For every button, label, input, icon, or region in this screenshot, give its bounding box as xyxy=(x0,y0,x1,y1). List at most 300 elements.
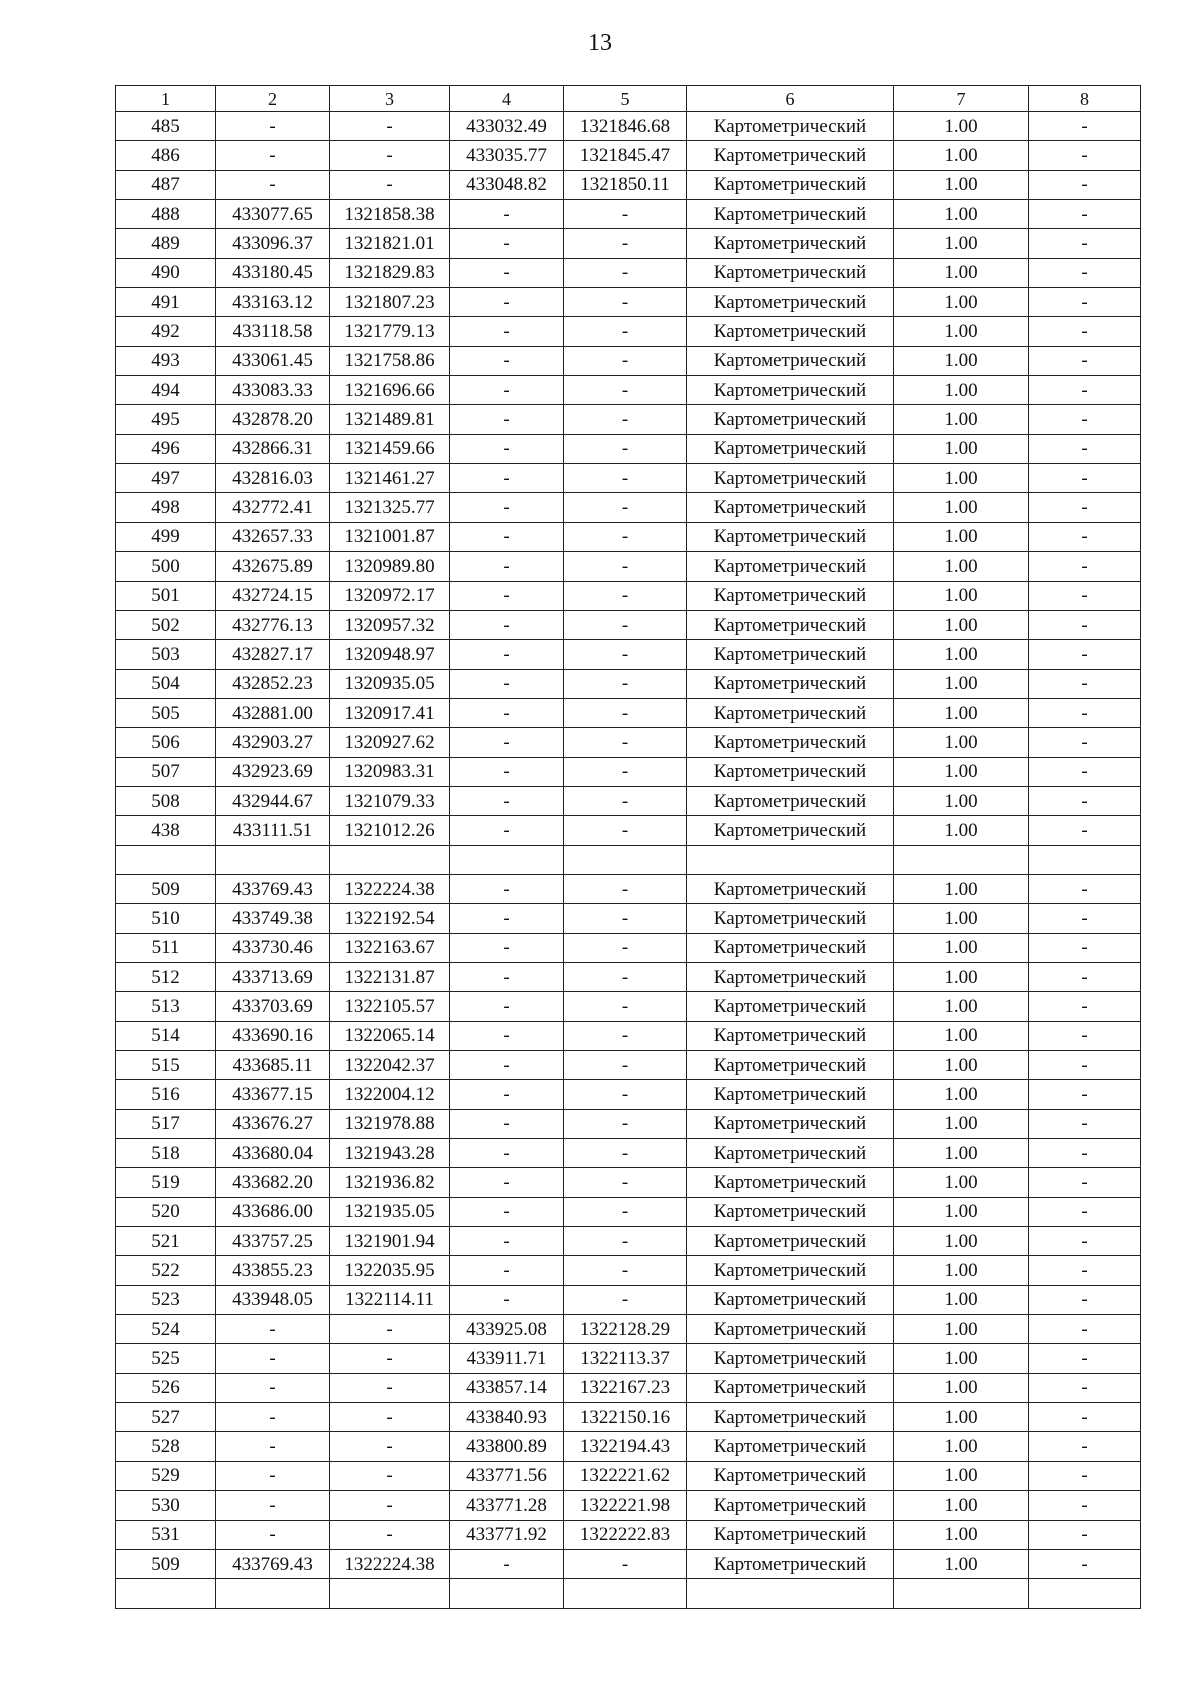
table-cell: - xyxy=(330,1373,450,1402)
table-cell: 433769.43 xyxy=(216,874,330,903)
table-cell: 1.00 xyxy=(894,200,1029,229)
table-cell: 508 xyxy=(116,786,216,815)
table-cell: - xyxy=(330,112,450,141)
table-row xyxy=(116,669,1141,698)
table-cell: - xyxy=(1029,1080,1141,1109)
table-cell: Картометрический xyxy=(687,1197,894,1226)
table-cell: Картометрический xyxy=(687,698,894,727)
table-cell: - xyxy=(1029,464,1141,493)
table-cell: - xyxy=(1029,141,1141,170)
table-cell: - xyxy=(216,1403,330,1432)
table-cell: 1.00 xyxy=(894,728,1029,757)
table-cell: - xyxy=(1029,1549,1141,1578)
table-cell: 498 xyxy=(116,493,216,522)
table-cell: - xyxy=(216,1373,330,1402)
table-cell: - xyxy=(1029,405,1141,434)
table-cell: Картометрический xyxy=(687,552,894,581)
table-cell: 1321850.11 xyxy=(564,170,687,199)
table-cell: 433032.49 xyxy=(450,112,564,141)
table-cell: 1.00 xyxy=(894,1520,1029,1549)
table-cell: 1321012.26 xyxy=(330,816,450,845)
table-cell: - xyxy=(450,1051,564,1080)
table-cell: 433685.11 xyxy=(216,1051,330,1080)
table-row xyxy=(116,698,1141,727)
table-cell: - xyxy=(450,552,564,581)
table-cell: - xyxy=(564,1285,687,1314)
table-cell: - xyxy=(1029,757,1141,786)
table-cell: 433800.89 xyxy=(450,1432,564,1461)
table-cell: Картометрический xyxy=(687,1373,894,1402)
table-cell: 433749.38 xyxy=(216,904,330,933)
table-cell: - xyxy=(564,405,687,434)
table-cell: 1322224.38 xyxy=(330,874,450,903)
table-row xyxy=(116,288,1141,317)
table-cell: - xyxy=(450,1285,564,1314)
table-cell: Картометрический xyxy=(687,816,894,845)
table-cell: 1322035.95 xyxy=(330,1256,450,1285)
table-row xyxy=(116,640,1141,669)
table-cell: - xyxy=(1029,1109,1141,1138)
table-cell: 1321901.94 xyxy=(330,1227,450,1256)
table-cell: Картометрический xyxy=(687,728,894,757)
table-cell: - xyxy=(564,728,687,757)
table-cell: - xyxy=(450,288,564,317)
table-cell: 1322192.54 xyxy=(330,904,450,933)
table-cell: 509 xyxy=(116,1549,216,1578)
table-cell: - xyxy=(564,1168,687,1197)
table-cell: 433180.45 xyxy=(216,258,330,287)
table-row xyxy=(116,610,1141,639)
table-cell: - xyxy=(564,640,687,669)
table-cell: 1320972.17 xyxy=(330,581,450,610)
column-header: 7 xyxy=(894,86,1029,112)
table-cell: 1.00 xyxy=(894,434,1029,463)
table-cell: - xyxy=(1029,962,1141,991)
table-cell: 1322105.57 xyxy=(330,992,450,1021)
table-cell: - xyxy=(330,1491,450,1520)
table-cell: Картометрический xyxy=(687,317,894,346)
table-cell: Картометрический xyxy=(687,904,894,933)
table-cell: - xyxy=(564,786,687,815)
table-row xyxy=(116,1051,1141,1080)
table-cell: 1.00 xyxy=(894,757,1029,786)
column-header: 4 xyxy=(450,86,564,112)
table-cell: 1320917.41 xyxy=(330,698,450,727)
table-cell: - xyxy=(1029,112,1141,141)
table-cell: - xyxy=(1029,1021,1141,1050)
table-cell: 1321461.27 xyxy=(330,464,450,493)
table-cell: Картометрический xyxy=(687,522,894,551)
table-cell: 517 xyxy=(116,1109,216,1138)
table-cell: 1321829.83 xyxy=(330,258,450,287)
table-row xyxy=(116,229,1141,258)
table-cell: - xyxy=(564,933,687,962)
table-cell: 1.00 xyxy=(894,493,1029,522)
table-cell: - xyxy=(1029,1256,1141,1285)
table-cell xyxy=(216,845,330,874)
table-cell: 1321001.87 xyxy=(330,522,450,551)
table-cell: 433676.27 xyxy=(216,1109,330,1138)
table-cell: - xyxy=(564,376,687,405)
table-cell: - xyxy=(1029,904,1141,933)
table-cell: 1322163.67 xyxy=(330,933,450,962)
table-cell: 1.00 xyxy=(894,170,1029,199)
table-cell: - xyxy=(1029,258,1141,287)
table-cell: 1321807.23 xyxy=(330,288,450,317)
table-cell: 490 xyxy=(116,258,216,287)
table-cell: Картометрический xyxy=(687,1051,894,1080)
table-cell: Картометрический xyxy=(687,1168,894,1197)
table-cell: - xyxy=(450,1197,564,1226)
table-cell: - xyxy=(330,170,450,199)
table-cell: 433083.33 xyxy=(216,376,330,405)
table-cell xyxy=(894,1579,1029,1608)
table-row xyxy=(116,405,1141,434)
table-cell: - xyxy=(564,1021,687,1050)
table-cell: 433771.92 xyxy=(450,1520,564,1549)
table-cell: 432724.15 xyxy=(216,581,330,610)
table-cell: - xyxy=(450,1139,564,1168)
table-row xyxy=(116,317,1141,346)
table-cell: - xyxy=(564,610,687,639)
table-cell: - xyxy=(450,992,564,1021)
table-cell: 1322065.14 xyxy=(330,1021,450,1050)
table-cell: - xyxy=(216,1520,330,1549)
table-row xyxy=(116,346,1141,375)
table-cell: - xyxy=(1029,317,1141,346)
table-cell: 514 xyxy=(116,1021,216,1050)
table-cell: 1.00 xyxy=(894,552,1029,581)
table-cell: Картометрический xyxy=(687,1256,894,1285)
table-cell: 432923.69 xyxy=(216,757,330,786)
table-cell: - xyxy=(1029,229,1141,258)
table-cell: 523 xyxy=(116,1285,216,1314)
table-cell: - xyxy=(564,1256,687,1285)
table-cell: 1.00 xyxy=(894,288,1029,317)
table-cell: - xyxy=(450,258,564,287)
table-cell: - xyxy=(1029,640,1141,669)
table-cell: - xyxy=(1029,816,1141,845)
table-cell: - xyxy=(450,757,564,786)
table-cell: Картометрический xyxy=(687,1285,894,1314)
table-cell: 1.00 xyxy=(894,464,1029,493)
table-cell: - xyxy=(564,552,687,581)
table-cell: 1.00 xyxy=(894,874,1029,903)
table-cell: - xyxy=(564,200,687,229)
column-header: 2 xyxy=(216,86,330,112)
table-row xyxy=(116,1344,1141,1373)
table-cell: 503 xyxy=(116,640,216,669)
table-cell: 432675.89 xyxy=(216,552,330,581)
table-cell xyxy=(116,845,216,874)
table-cell: 488 xyxy=(116,200,216,229)
table-header-row xyxy=(116,86,1141,112)
table-cell: 433048.82 xyxy=(450,170,564,199)
table-cell: - xyxy=(564,522,687,551)
table-cell: Картометрический xyxy=(687,1520,894,1549)
table-cell: Картометрический xyxy=(687,1549,894,1578)
table-cell: Картометрический xyxy=(687,1139,894,1168)
table-cell: - xyxy=(564,317,687,346)
table-row xyxy=(116,1285,1141,1314)
table-cell: - xyxy=(564,258,687,287)
table-cell: - xyxy=(1029,376,1141,405)
table-cell: 528 xyxy=(116,1432,216,1461)
table-cell: 1.00 xyxy=(894,904,1029,933)
table-cell: 486 xyxy=(116,141,216,170)
table-cell: - xyxy=(1029,434,1141,463)
table-cell: 1.00 xyxy=(894,610,1029,639)
table-row xyxy=(116,1403,1141,1432)
table-cell: - xyxy=(450,640,564,669)
table-cell: Картометрический xyxy=(687,464,894,493)
table-cell xyxy=(687,1579,894,1608)
table-cell: 433713.69 xyxy=(216,962,330,991)
table-cell: 1.00 xyxy=(894,112,1029,141)
table-cell: 433911.71 xyxy=(450,1344,564,1373)
table-cell: 1321978.88 xyxy=(330,1109,450,1138)
table-row xyxy=(116,258,1141,287)
table-row xyxy=(116,1168,1141,1197)
table-cell: - xyxy=(564,1549,687,1578)
table-cell: 491 xyxy=(116,288,216,317)
table-cell: 433757.25 xyxy=(216,1227,330,1256)
table-cell xyxy=(1029,1579,1141,1608)
table-cell: 518 xyxy=(116,1139,216,1168)
table-cell: 1322221.62 xyxy=(564,1461,687,1490)
column-header: 8 xyxy=(1029,86,1141,112)
table-cell: - xyxy=(564,1139,687,1168)
table-cell: - xyxy=(1029,1491,1141,1520)
table-cell: - xyxy=(450,1080,564,1109)
table-cell: 432657.33 xyxy=(216,522,330,551)
table-cell: 1.00 xyxy=(894,1109,1029,1138)
table-cell: - xyxy=(1029,552,1141,581)
table-cell xyxy=(564,1579,687,1608)
table-cell: Картометрический xyxy=(687,992,894,1021)
table-cell: Картометрический xyxy=(687,141,894,170)
table-cell: 432878.20 xyxy=(216,405,330,434)
table-row xyxy=(116,1520,1141,1549)
table-cell: 432852.23 xyxy=(216,669,330,698)
table-row xyxy=(116,962,1141,991)
table-cell: 1.00 xyxy=(894,522,1029,551)
table-cell: 1.00 xyxy=(894,1051,1029,1080)
table-cell: 438 xyxy=(116,816,216,845)
table-cell: - xyxy=(1029,493,1141,522)
table-row xyxy=(116,1109,1141,1138)
table-cell: - xyxy=(564,992,687,1021)
table-row xyxy=(116,1080,1141,1109)
table-cell: Картометрический xyxy=(687,1491,894,1520)
table-cell: 1.00 xyxy=(894,346,1029,375)
table-cell: 1321845.47 xyxy=(564,141,687,170)
table-cell: 1321758.86 xyxy=(330,346,450,375)
table-cell: 433680.04 xyxy=(216,1139,330,1168)
table-cell: 1322131.87 xyxy=(330,962,450,991)
table-cell: 433677.15 xyxy=(216,1080,330,1109)
table-cell: - xyxy=(450,522,564,551)
table-cell: 432776.13 xyxy=(216,610,330,639)
table-cell: - xyxy=(216,170,330,199)
table-cell: 1321935.05 xyxy=(330,1197,450,1226)
table-row xyxy=(116,1549,1141,1578)
table-cell: Картометрический xyxy=(687,874,894,903)
table-cell: - xyxy=(564,904,687,933)
table-cell: - xyxy=(1029,346,1141,375)
table-cell: 1.00 xyxy=(894,405,1029,434)
table-cell: - xyxy=(564,434,687,463)
table-cell: - xyxy=(330,1432,450,1461)
table-cell: 1.00 xyxy=(894,258,1029,287)
table-cell: - xyxy=(1029,1227,1141,1256)
table-cell: - xyxy=(216,1432,330,1461)
table-cell: - xyxy=(1029,1315,1141,1344)
table-cell: Картометрический xyxy=(687,170,894,199)
table-cell: 1320983.31 xyxy=(330,757,450,786)
table-cell: - xyxy=(1029,728,1141,757)
table-row xyxy=(116,874,1141,903)
table-cell: 1.00 xyxy=(894,669,1029,698)
table-cell: 1.00 xyxy=(894,1285,1029,1314)
table-cell: - xyxy=(1029,874,1141,903)
table-cell: 1320989.80 xyxy=(330,552,450,581)
table-cell: 1321846.68 xyxy=(564,112,687,141)
table-cell: 1.00 xyxy=(894,1197,1029,1226)
table-cell: - xyxy=(1029,288,1141,317)
table-cell: 1322113.37 xyxy=(564,1344,687,1373)
table-cell: 433096.37 xyxy=(216,229,330,258)
table-cell: Картометрический xyxy=(687,434,894,463)
table-cell: 1.00 xyxy=(894,1461,1029,1490)
table-cell: - xyxy=(450,493,564,522)
table-cell: 433690.16 xyxy=(216,1021,330,1050)
column-header: 1 xyxy=(116,86,216,112)
table-cell: 509 xyxy=(116,874,216,903)
table-row xyxy=(116,200,1141,229)
table-cell: - xyxy=(564,816,687,845)
table-cell: 1.00 xyxy=(894,1168,1029,1197)
table-cell: 501 xyxy=(116,581,216,610)
table-row xyxy=(116,816,1141,845)
table-row xyxy=(116,1197,1141,1226)
table-cell: 432866.31 xyxy=(216,434,330,463)
table-row xyxy=(116,1256,1141,1285)
table-cell: 1.00 xyxy=(894,1021,1029,1050)
table-cell: 1322128.29 xyxy=(564,1315,687,1344)
table-cell: - xyxy=(450,610,564,639)
table-cell: 489 xyxy=(116,229,216,258)
table-row xyxy=(116,1432,1141,1461)
table-cell: Картометрический xyxy=(687,1461,894,1490)
table-cell: - xyxy=(1029,200,1141,229)
table-cell: - xyxy=(564,229,687,258)
column-header: 5 xyxy=(564,86,687,112)
table-cell: 521 xyxy=(116,1227,216,1256)
table-row xyxy=(116,1491,1141,1520)
table-cell: Картометрический xyxy=(687,962,894,991)
table-cell: - xyxy=(450,229,564,258)
table-cell: 433771.56 xyxy=(450,1461,564,1490)
table-cell: Картометрический xyxy=(687,112,894,141)
table-cell: - xyxy=(564,581,687,610)
table-cell: - xyxy=(564,669,687,698)
table-cell: 1.00 xyxy=(894,376,1029,405)
table-cell: - xyxy=(1029,1403,1141,1432)
table-cell: 1322150.16 xyxy=(564,1403,687,1432)
table-cell: Картометрический xyxy=(687,610,894,639)
table-cell: 493 xyxy=(116,346,216,375)
table-row xyxy=(116,1461,1141,1490)
table-cell: Картометрический xyxy=(687,493,894,522)
table-cell: 432816.03 xyxy=(216,464,330,493)
table-cell: Картометрический xyxy=(687,1227,894,1256)
table-cell: Картометрический xyxy=(687,933,894,962)
table-cell: Картометрический xyxy=(687,757,894,786)
table-cell xyxy=(1029,845,1141,874)
table-cell xyxy=(450,1579,564,1608)
table-row xyxy=(116,1315,1141,1344)
table-row xyxy=(116,493,1141,522)
table-cell: 530 xyxy=(116,1491,216,1520)
table-cell: 1321325.77 xyxy=(330,493,450,522)
table-cell: - xyxy=(450,962,564,991)
table-cell: 1.00 xyxy=(894,992,1029,1021)
table-row xyxy=(116,581,1141,610)
table-cell: 499 xyxy=(116,522,216,551)
table-cell: 494 xyxy=(116,376,216,405)
table-cell: - xyxy=(1029,170,1141,199)
table-cell: 1.00 xyxy=(894,1227,1029,1256)
table-cell xyxy=(687,845,894,874)
table-cell: - xyxy=(330,141,450,170)
table-cell: - xyxy=(216,141,330,170)
table-cell: 1.00 xyxy=(894,1344,1029,1373)
table-cell: 522 xyxy=(116,1256,216,1285)
table-cell: - xyxy=(450,405,564,434)
table-cell: 1.00 xyxy=(894,1403,1029,1432)
table-cell: - xyxy=(1029,581,1141,610)
table-cell: Картометрический xyxy=(687,669,894,698)
table-cell: - xyxy=(1029,669,1141,698)
table-cell: 1.00 xyxy=(894,1256,1029,1285)
table-cell: 433111.51 xyxy=(216,816,330,845)
table-cell: Картометрический xyxy=(687,1080,894,1109)
table-cell: Картометрический xyxy=(687,1021,894,1050)
table-cell xyxy=(330,1579,450,1608)
table-cell: Картометрический xyxy=(687,200,894,229)
table-cell: 496 xyxy=(116,434,216,463)
table-body xyxy=(116,112,1141,1609)
table-row xyxy=(116,522,1141,551)
table-cell: 1322224.38 xyxy=(330,1549,450,1578)
table-cell xyxy=(564,845,687,874)
table-cell: - xyxy=(564,757,687,786)
table-cell: Картометрический xyxy=(687,376,894,405)
table-cell: - xyxy=(1029,1285,1141,1314)
table-cell: 1321943.28 xyxy=(330,1139,450,1168)
table-cell xyxy=(450,845,564,874)
table-cell: 504 xyxy=(116,669,216,698)
table-cell: - xyxy=(450,317,564,346)
table-cell: - xyxy=(216,1491,330,1520)
table-cell: 1.00 xyxy=(894,698,1029,727)
table-cell: 433061.45 xyxy=(216,346,330,375)
table-cell: 1.00 xyxy=(894,581,1029,610)
table-cell: - xyxy=(216,1315,330,1344)
table-cell: Картометрический xyxy=(687,405,894,434)
table-cell: 1.00 xyxy=(894,1315,1029,1344)
